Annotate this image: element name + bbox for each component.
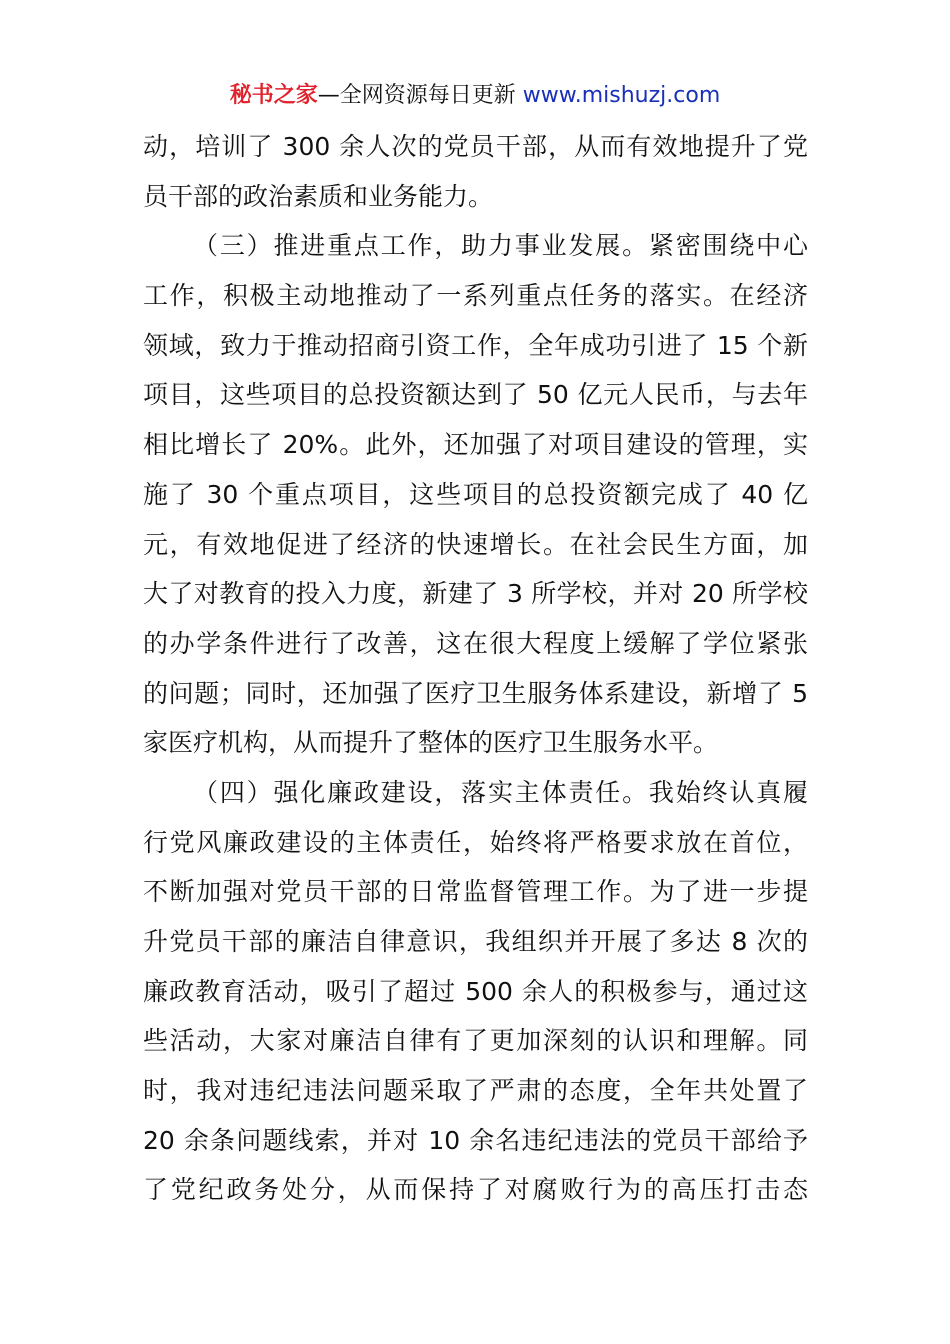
text-line: 了党纪政务处分，从而保持了对腐败行为的高压打击态 bbox=[143, 1175, 808, 1205]
text-line: 不断加强对党员干部的日常监督管理工作。为了进一步提 bbox=[143, 877, 808, 907]
text-line: 的问题；同时，还加强了医疗卫生服务体系建设，新增了 5 bbox=[143, 678, 808, 708]
brand-name: 秘书之家 bbox=[229, 83, 318, 108]
text-line: 元，有效地促进了经济的快速增长。在社会民生方面，加 bbox=[143, 529, 808, 559]
text-line: 行党风廉政建设的主体责任，始终将严格要求放在首位， bbox=[143, 827, 808, 857]
text-line: 些活动，大家对廉洁自律有了更加深刻的认识和理解。同 bbox=[143, 1026, 808, 1056]
document-body bbox=[143, 122, 808, 1215]
site-header bbox=[0, 80, 950, 112]
text-line: 大了对教育的投入力度，新建了 3 所学校，并对 20 所学校 bbox=[143, 579, 808, 609]
text-line: 动，培训了 300 余人次的党员干部，从而有效地提升了党 bbox=[143, 132, 808, 161]
text-line: （三）推进重点工作，助力事业发展。紧密围绕中心 bbox=[193, 231, 808, 261]
site-url-link[interactable]: www.mishuzj.com bbox=[522, 83, 721, 108]
text-line: 升党员干部的廉洁自律意识，我组织并开展了多达 8 次的 bbox=[143, 927, 808, 956]
text-line: 时，我对违纪违法问题采取了严肃的态度，全年共处置了 bbox=[143, 1076, 808, 1106]
text-line: （四）强化廉政建设，落实主体责任。我始终认真履 bbox=[193, 777, 808, 807]
text-line: 家医疗机构，从而提升了整体的医疗卫生服务水平。 bbox=[143, 728, 719, 758]
text-line: 廉政教育活动，吸引了超过 500 余人的积极参与，通过这 bbox=[143, 976, 808, 1006]
text-line: 20 余条问题线索，并对 10 余名违纪违法的党员干部给予 bbox=[143, 1125, 808, 1155]
text-line: 工作，积极主动地推动了一系列重点任务的落实。在经济 bbox=[143, 281, 808, 311]
text-line: 相比增长了 20%。此外，还加强了对项目建设的管理，实 bbox=[143, 430, 808, 460]
text-line: 的办学条件进行了改善，这在很大程度上缓解了学位紧张 bbox=[143, 628, 808, 658]
text-line: 领域，致力于推动招商引资工作，全年成功引进了 15 个新 bbox=[143, 330, 808, 360]
text-line: 项目，这些项目的总投资额达到了 50 亿元人民币，与去年 bbox=[143, 380, 808, 410]
text-line: 施了 30 个重点项目，这些项目的总投资额完成了 40 亿 bbox=[143, 479, 808, 509]
text-line: 员干部的政治素质和业务能力。 bbox=[143, 181, 494, 211]
header-tagline: —全网资源每日更新 bbox=[317, 83, 516, 108]
